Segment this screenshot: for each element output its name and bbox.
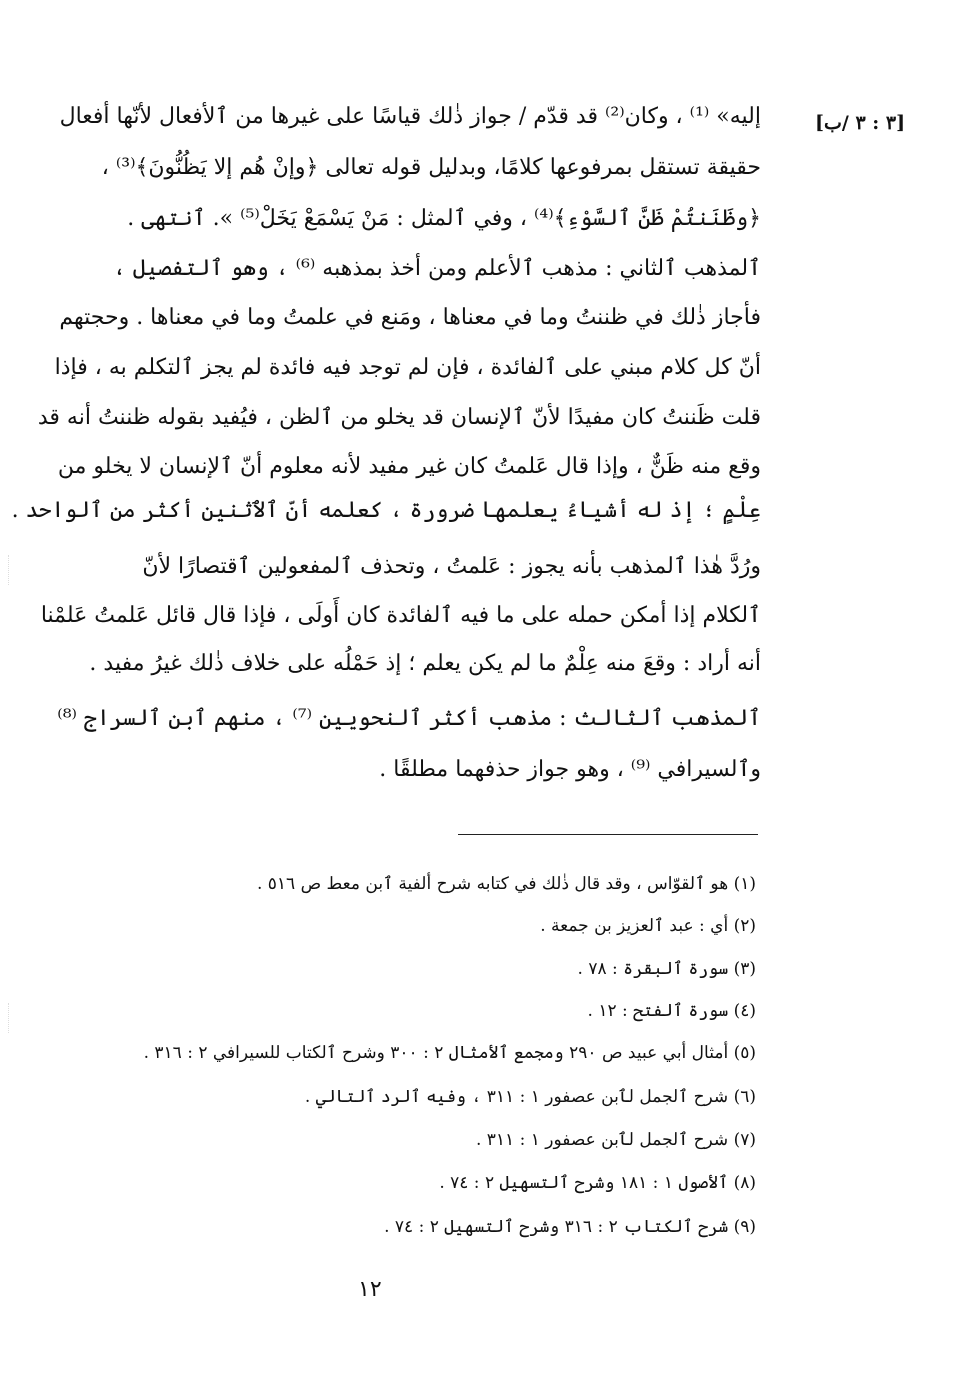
body-line: فأجاز ذٰلك في ظننتُ وما في معناها ، ومَنع في علمتُ وما في معناها . وحجتهم — [59, 305, 761, 330]
footnote-separator — [458, 834, 758, 835]
page-number: ١٢ — [358, 1277, 382, 1302]
footnote: (٣) سورة ٱلبقرة : ٧٨ . — [577, 959, 756, 979]
footnote: (٧) شرح ٱلجمل لٱبن عصفور ١ : ٣١١ . — [475, 1130, 756, 1150]
body-line: أنه أراد : وقعَ منه عِلْمٌ ما لم يكن يعلم ؛ إذ حَمْلُه على خلاف ذٰلك غيرُ مفيد . — [89, 651, 761, 676]
body-line: أنّ كل كلام مبني على ٱلفائدة ، فإن لم توجد فيه فائدة لم يجز ٱلتكلم به ، فإذا — [54, 355, 761, 380]
manuscript-folio-reference: [٣ : ٣ /ب] — [815, 112, 906, 134]
scan-edge-mark — [8, 1003, 9, 1033]
body-line: قلت ظَننتُ كان مفيدًا لأنّ ٱلإنسان قد يخلو من ٱلظن ، فيُفيد بقوله ظننتُ أنه قد — [37, 405, 761, 430]
body-line: ٱلمذهب ٱلثالث : مذهب أكثر ٱلنحويين ⁽⁷⁾ ، منهم ٱبن ٱلسراج ⁽⁸⁾ — [57, 706, 761, 731]
footnote: (١) هو ٱلقوّاس ، وقد قال ذٰلك في كتابه شرح ألفية ٱبن معط ص ٥١٦ . — [256, 874, 756, 894]
body-line: ٱلمذهب ٱلثاني : مذهب ٱلأعلم ومن أخذ بمذهبه ⁽⁶⁾ ، وهو ٱلتفصيل ، — [113, 256, 761, 281]
footnote: (٦) شرح ٱلجمل لٱبن عصفور ١ : ٣١١ ، وفيه ٱلرد ٱلتالي . — [304, 1087, 756, 1107]
body-line: ورُدَّ هٰذا ٱلمذهب بأنه يجوز : عَلمتُ ، وتحذف ٱلمفعولين ٱقتصارًا لأنّ — [142, 554, 761, 579]
body-line: حقيقة تستقل بمرفوعها كلامًا، وبدليل قوله تعالى ﴿وإنْ هُم إلا يَظُنُّونَ﴾⁽³⁾ ، — [101, 155, 761, 180]
body-line: عِلْمٍ ؛ إذ له أشياءُ يعلمها ضرورة ، كعلمه أنّ ٱلٱثنين أكثر من ٱلواحد . — [11, 498, 761, 523]
scan-edge-mark — [8, 555, 9, 585]
body-line: وقع منه ظَنٌّ ، وإذا قال عَلمتُ كان غير مفيد لأنه معلوم أنّ ٱلإنسان لا يخلو من — [57, 454, 761, 479]
footnote: (٤) سورة ٱلفتح : ١٢ . — [587, 1001, 756, 1021]
footnote: (٢) أي : عبد ٱلعزيز بن جمعة . — [540, 916, 756, 936]
body-line: وٱلسيرافي ⁽⁹⁾ ، وهو جواز حذفهما مطلقًا . — [379, 757, 761, 782]
body-line: إليه» ⁽¹⁾ ، وكان⁽²⁾ قد قدّم / جواز ذٰلك قياسًا على غيرها من ٱلأفعال لأنّها أفعال — [59, 104, 761, 129]
footnote: (٨) ٱلأصول ١ : ١٨١ وشرح ٱلتسهيل ٢ : ٧٤ . — [439, 1173, 756, 1193]
footnote: (٩) شرح ٱلكتاب ٢ : ٣١٦ وشرح ٱلتسهيل ٢ : ٧٤ . — [384, 1217, 756, 1237]
body-line: ﴿وظَنَنتُمْ ظَنَّ ٱلسَّوْءِ﴾⁽⁴⁾ ، وفي ٱلمثل : مَنْ يَسْمَعْ يَخَلْ⁽⁵⁾ ». ٱنتهى . — [127, 206, 761, 231]
body-line: ٱلكلام إذا أمكن حمله على ما فيه ٱلفائدة كان أَولَى ، فإذا قال قائل عَلمتُ عَلمْنا — [40, 603, 761, 628]
footnote: (٥) أمثال أبي عبيد ص ٢٩٠ ومجمع ٱلأمثال ٢ : ٣٠٠ وشرح ٱلكتاب للسيرافي ٢ : ٣١٦ . — [143, 1043, 756, 1063]
